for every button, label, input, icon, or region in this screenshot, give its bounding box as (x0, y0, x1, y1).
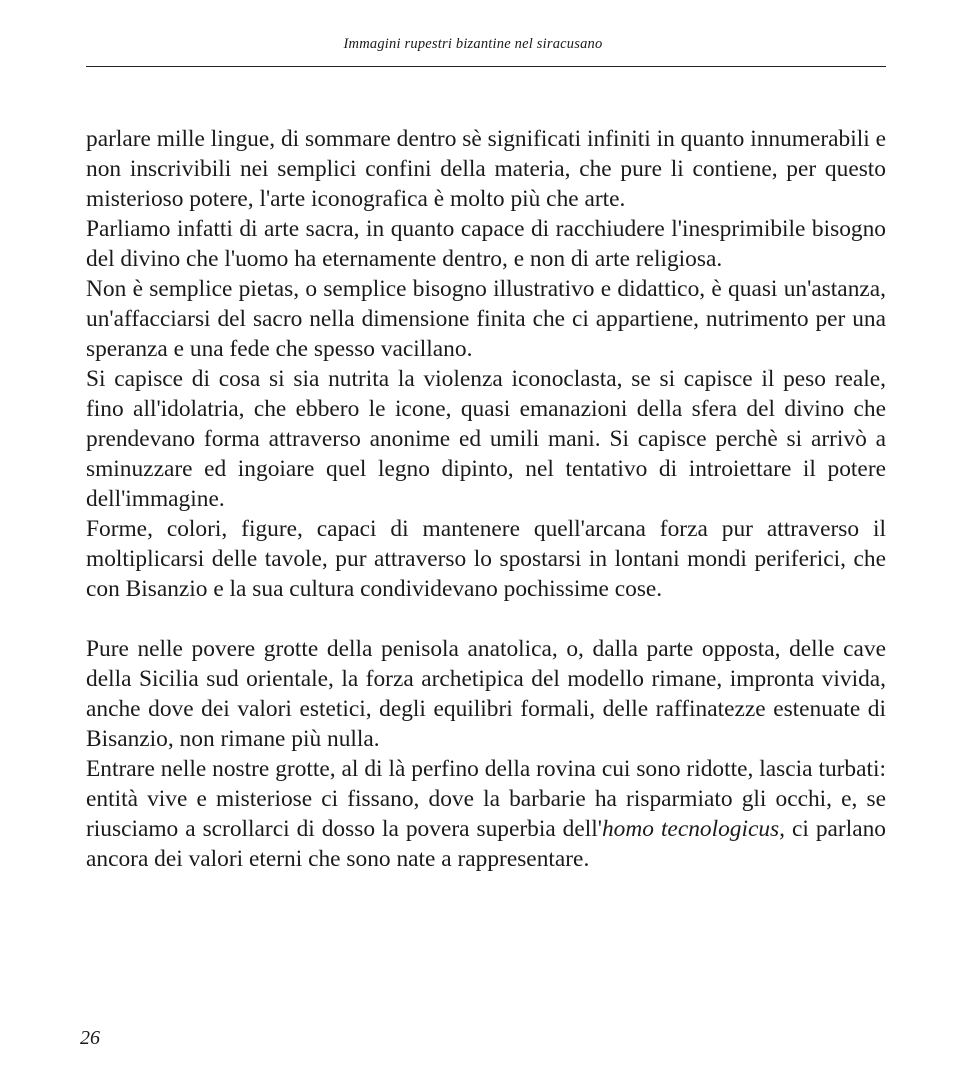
paragraph-7 (86, 754, 886, 874)
paragraph-7-italic-term: homo tecnologicus, (601, 816, 786, 842)
paragraph-6: Pure nelle povere grotte della penisola anatolica, o, dalla parte opposta, delle cave della Sicilia sud orientale, la forza archetipica del modello rimane, impronta vivida, anche dove dei valori estetici, degli equilibri formali, delle raffinatezze estenuate di Bisanzio, non rimane più nulla. (86, 636, 886, 752)
header-rule (86, 66, 886, 67)
paragraph-2: Parliamo infatti di arte sacra, in quanto capace di racchiudere l'inesprimibile bisogno del divino che l'uomo ha eternamente dentro, e non di arte religiosa. (86, 216, 886, 272)
paragraph-4: Si capisce di cosa si sia nutrita la violenza iconoclasta, se si capisce il peso reale, fino all'idolatria, che ebbero le icone, quasi emanazioni della sfera del divino che prendevano forma attraverso anonime ed umili mani. Si capisce perchè si arrivò a sminuzzare ed ingoiare quel legno dipinto, nel tentativo di introiettare il potere dell'immagine. (86, 366, 886, 512)
page-number: 26 (80, 1027, 100, 1049)
paragraph-3: Non è semplice pietas, o semplice bisogno illustrativo e didattico, è quasi un'astanza, un'affacciarsi del sacro nella dimensione finita che ci appartiene, nutrimento per una speranza e una fede che spesso vacillano. (86, 276, 886, 362)
body-text (86, 124, 886, 874)
paragraph-1: parlare mille lingue, di sommare dentro sè significati infiniti in quanto innumerabili e non inscrivibili nei semplici confini della materia, che pure li contiene, per questo misterioso potere, l'arte iconografica è molto più che arte. (86, 126, 886, 212)
paragraph-7-text-end: ci parlano ancora dei valori eterni che sono nate a rappresentare. (86, 816, 886, 872)
paragraph-7-text-start: Entrare nelle nostre grotte, al di là perfino della rovina cui sono ridotte, lascia turbati: entità vive e misteriose ci fissano, dove la barbarie ha risparmiato gli occhi, e, se riusciamo a scrollarci di dosso la povera superbia dell' (86, 756, 886, 842)
paragraph-5: Forme, colori, figure, capaci di mantenere quell'arcana forza pur attraverso il moltiplicarsi delle tavole, pur attraverso lo spostarsi in lontani mondi periferici, che con Bisanzio e la sua cultura condividevano pochissime cose. (86, 516, 886, 602)
running-header: Immagini rupestri bizantine nel siracusano (343, 36, 603, 52)
